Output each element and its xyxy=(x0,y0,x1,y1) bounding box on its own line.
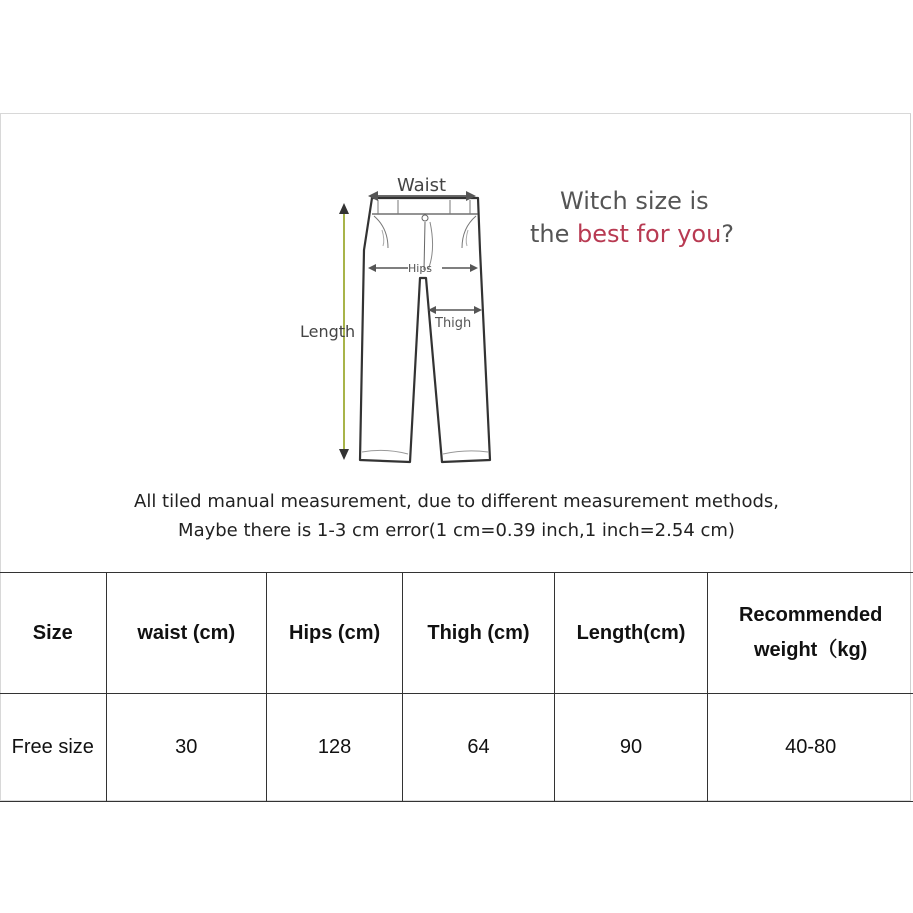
cell-length: 90 xyxy=(554,694,708,802)
table-row xyxy=(0,694,913,802)
cell-size: Free size xyxy=(0,694,106,802)
thigh-label: Thigh xyxy=(435,316,472,331)
tagline-suffix: ? xyxy=(721,220,735,248)
header-weight-line-2: weight（kg) xyxy=(754,639,868,661)
header-waist: waist (cm) xyxy=(106,573,266,694)
tagline-accent: best for you xyxy=(577,220,722,248)
cell-weight: 40-80 xyxy=(708,694,913,802)
header-recommended-weight xyxy=(708,573,913,694)
tagline-line-2 xyxy=(530,220,734,248)
length-label: Length xyxy=(300,322,356,341)
header-hips: Hips (cm) xyxy=(266,573,402,694)
pants-measurement-diagram xyxy=(290,170,510,470)
size-table xyxy=(0,572,913,802)
tagline xyxy=(530,185,760,251)
tagline-line-1: Witch size is xyxy=(560,187,709,215)
header-length: Length(cm) xyxy=(554,573,708,694)
table-header-row xyxy=(0,573,913,694)
pants-outline-icon xyxy=(290,170,510,470)
measurement-note xyxy=(0,487,913,545)
note-line-1: All tiled manual measurement, due to different measurement methods, xyxy=(134,491,779,512)
header-size: Size xyxy=(0,573,106,694)
header-thigh: Thigh (cm) xyxy=(403,573,554,694)
cell-thigh: 64 xyxy=(403,694,554,802)
hips-label: Hips xyxy=(408,262,433,275)
header-weight-line-1: Recommended xyxy=(738,604,883,626)
waist-label: Waist xyxy=(397,175,447,196)
cell-hips: 128 xyxy=(266,694,402,802)
cell-waist: 30 xyxy=(106,694,266,802)
note-line-2: Maybe there is 1-3 cm error(1 cm=0.39 inch,1 inch=2.54 cm) xyxy=(178,520,735,541)
tagline-prefix: the xyxy=(530,220,578,248)
